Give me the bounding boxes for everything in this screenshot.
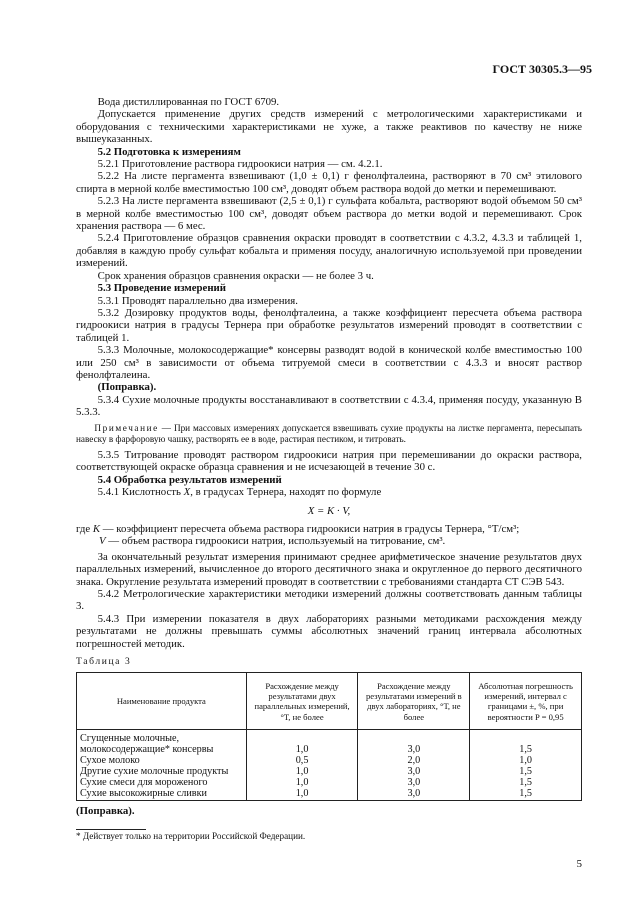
paragraph-5-4-2: 5.4.2 Метрологические характеристики методики измерений должны соответствовать данным таблицы 3. — [76, 588, 582, 613]
where-v: V — объем раствора гидроокиси натрия, используемый на титрование, см³. — [99, 535, 446, 548]
symbol-x: X — [183, 486, 191, 499]
paragraph-5-3-5: 5.3.5 Титрование проводят раствором гидроокиси натрия при перемешивании до окраски раствора, соответствующей окраске образца сравнения и не исчезающей в течение 30 с. — [76, 448, 582, 474]
section-heading-5-4: 5.4 Обработка результатов измерений — [97, 473, 282, 486]
table-row: Другие сухие молочные продукты 1,0 3,0 1,5 — [77, 767, 582, 778]
note-text: — При массовых измерениях допускается взвешивать сухие продукты на листке пергамента, пересыпать навеску в фарфоровую чашку, растворять ее в воде, растирая пестиком, и титровать. — [76, 422, 582, 444]
table-row: Сухие смеси для мороженого 1,0 3,0 1,5 — [77, 778, 582, 789]
paragraph-storage: Срок хранения образцов сравнения окраски — не более 3 ч. — [97, 269, 374, 282]
paragraph-5-4-1: 5.4.1 Кислотность X, в градусах Тернера, находят по формуле — [97, 486, 382, 499]
note-label: Примечание — [94, 422, 159, 433]
table-row: Сгущенные молочные, — [77, 730, 582, 745]
table-row: Сухое молоко 0,5 2,0 1,0 — [77, 756, 582, 767]
header-labs: Расхождение между результатами измерений в двух лабораториях, °Т, не более — [358, 673, 470, 730]
paragraph-5-3-4: 5.3.4 Сухие молочные продукты восстанавливают в соответствии с 4.3.4, применяя посуду, указанную В 5.3.3. — [76, 393, 582, 419]
paragraph-5-2-1: 5.2.1 Приготовление раствора гидроокиси натрия — см. 4.2.1. — [97, 158, 383, 171]
symbol-k: K — [92, 523, 101, 535]
amendment-note-2: (Поправка). — [76, 804, 135, 817]
table-3 — [76, 672, 582, 800]
paragraph-5-2-3: 5.2.3 На листе пергамента взвешивают (2,5 ± 0,1) г сульфата кобальта, растворяют водой объемом 50 см³ в мерной колбе вместимостью 100 см³, доводят объем раствора до метки водой и перемешивают. Срок хранения раствора — 6 мес. — [76, 195, 582, 233]
table-caption: Таблица 3 — [76, 656, 132, 668]
paragraph-water: Вода дистиллированная по ГОСТ 6709. — [97, 96, 280, 108]
symbol-v: V — [99, 535, 106, 548]
paragraph-5-2-4: 5.2.4 Приготовление образцов сравнения окраски проводят в соответствии с 4.3.2, 4.3.3 и таблицей 1, добавляя в каждую пробу сульфат кобальта и применяя посуду, аналогичную используемой при проведении измерений. — [76, 232, 582, 270]
section-heading-5-2: 5.2 Подготовка к измерениям — [97, 145, 241, 158]
header-error: Абсолютная погрешность измерений, интервал с границами ±, %, при вероятности P = 0,95 — [470, 673, 582, 730]
formula: X = K · V, — [307, 504, 351, 517]
header-parallel: Расхождение между результатами двух параллельных измерений, °Т, не более — [246, 673, 358, 730]
paragraph-5-3-1: 5.3.1 Проводят параллельно два измерения. — [97, 294, 298, 307]
paragraph-5-4-3: 5.4.3 При измерении показателя в двух лабораториях разными методиками расхождения между результатами не должны превышать суммы абсолютных значений границ интервала абсолютных погрешностей методик. — [76, 612, 582, 650]
paragraph-5-3-3: 5.3.3 Молочные, молокосодержащие* консервы разводят водой в конической колбе вместимостью 100 или 250 см³ в зависимости от объема титруемой смеси в соответствии с 4.3.3 и вносят раствор фенолфталеина. — [76, 344, 582, 381]
page-number: 5 — [576, 858, 582, 870]
paragraph-5-2-2: 5.2.2 На листе пергамента взвешивают (1,0 ± 0,1) г фенолфталеина, растворяют в 70 см³ этилового спирта в мерной колбе вместимостью 100 см³, доводят объем раствора водой до метки и перемешивают. — [76, 170, 582, 195]
amendment-note: (Поправка). — [97, 381, 157, 394]
paragraph-final-result: За окончательный результат измерения принимают среднее арифметическое значение результатов двух параллельных измерений, вычисленное до второго десятичного знака и округленное до первого десятичного знака. Округление результата измерений проводят в соответствии с требованиями стандарта СТ СЭВ 543. — [76, 550, 582, 588]
table-row: молокосодержащие* консервы 1,0 3,0 1,5 — [77, 745, 582, 756]
document-body — [76, 96, 582, 843]
note — [76, 423, 582, 445]
footnote: * Действует только на территории Российской Федерации. — [76, 831, 306, 842]
paragraph-5-3-2: 5.3.2 Дозировку продуктов воды, фенолфталеина, а также коэффициент пересчета объема раствора гидроокиси натрия в градусы Тернера при обработке результатов измерений проводят в соответствии с таблицей 1. — [76, 306, 582, 344]
table-row: Сухие высокожирные сливки 1,0 3,0 1,5 — [77, 789, 582, 800]
header-product: Наименование продукта — [77, 673, 247, 730]
section-heading-5-3: 5.3 Проведение измерений — [97, 282, 227, 295]
paragraph-permitted: Допускается применение других средств измерений с метрологическими характеристиками и оборудования с техническими характеристиками не хуже, а также реактивов по качеству не ниже вышеуказанных. — [76, 108, 582, 146]
where-k: где K — коэффициент пересчета объема раствора гидроокиси натрия в градусы Тернера, °Т/см³; — [76, 523, 520, 535]
table-header-row — [77, 673, 582, 730]
doc-code-header: ГОСТ 30305.3—95 — [492, 62, 592, 76]
